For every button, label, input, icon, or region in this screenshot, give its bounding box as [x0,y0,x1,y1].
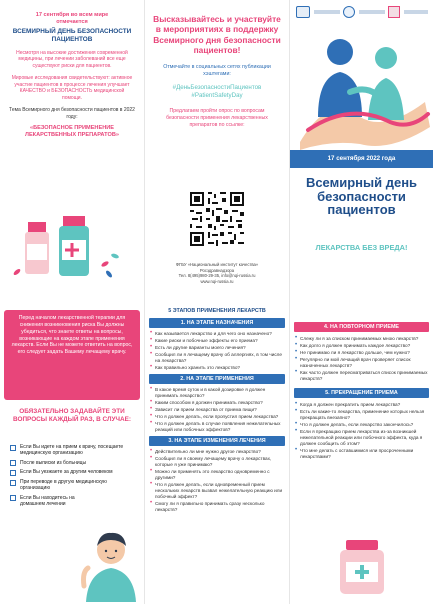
participate-headline: Высказывайтесь и участвуйте в мероприятиях в поддержку Всемирного дня безопасности пациентов! [153,14,281,55]
checkbox-icon[interactable] [10,470,16,476]
stage-5-item: • Когда я должен прекратить прием лекарства? [294,402,429,408]
stage-4-list [294,336,429,382]
roszdravnadzor-logo-text [404,10,428,14]
checklist-item-text: При переводе в другую медицинскую организацию [20,479,107,492]
roszdravnadzor-logo [388,6,400,18]
brochure-inner-side [0,302,433,604]
logos-row [296,5,428,19]
cover-slogan: ЛЕКАРСТВА БЕЗ ВРЕДА! [315,243,408,252]
column-cover [290,0,433,302]
stage-1-item: • Как называется лекарство и для чего оно назначено? [149,331,285,337]
who-logo-text [359,10,385,14]
survey-text: Предлагаем пройти опрос по вопросам безопасности применения лекарственных препаратов по ссылке: [166,108,268,128]
stage-5-item: • Есть ли какие-то лекарства, применение которых нельзя прекращать внезапно? [294,409,429,421]
stage-5-header: 5. ПРЕКРАЩЕНИЕ ПРИЕМА [294,388,429,398]
stage-2-item: • Зависит ли прием лекарства от приема пищи? [149,407,285,413]
theme-title: «БЕЗОПАСНОЕ ПРИМЕНЕНИЕ ЛЕКАРСТВЕННЫХ ПРЕПАРАТОВ» [25,125,119,139]
stage-1-list [149,331,285,371]
checklist-item[interactable] [10,460,138,467]
stage-3-item: • Смогу ли я правильно принимать сразу несколько лекарств? [149,501,285,513]
column-checklist [0,302,144,604]
stage-3-list [149,449,285,513]
stage-4-item: • Как долго я должен принимать каждое лекарство? [294,343,429,349]
stage-3-item: • Что я должен делать, если одновременный прием нескольких лекарств вызвал нежелательную реакцию или побочный эффект? [149,482,285,500]
hashtag-1: #ДеньБезопасностиПациентов [172,83,262,91]
stage-1-header: 1. НА ЭТАПЕ НАЗНАЧЕНИЯ [149,318,285,328]
organization-name-2: Росздравнадзора [199,267,235,273]
stage-3-item: • Действительно ли мне нужно другое лекарство? [149,449,285,455]
contact-website[interactable]: www.nqi-russia.ru [200,279,234,285]
intro-box [4,310,140,400]
medicine-jar-illustration [334,538,390,596]
stage-1-item: • Есть ли другие варианты моего лечения? [149,345,285,351]
contact-phone-email: Тел. 8(495)980-29-35, info@nqi-russia.ru [178,273,256,279]
organization-name: ФГБУ «Национальный институт качества» [175,262,259,267]
stages-title: 5 ЭТАПОВ ПРИМЕНЕНИЯ ЛЕКАРСТВ [168,308,266,314]
stage-2-item: • Каким способом я должен принимать лекарство? [149,400,285,406]
checkbox-icon[interactable] [10,495,16,501]
stage-2-item: • В какое время суток и в какой дозировке я должен принимать лекарство? [149,387,285,399]
column-stages-1-3 [145,302,289,604]
stage-3-item: • Можно ли применять это лекарство одновременно с другими? [149,469,285,481]
stage-5-list [294,402,429,460]
cover-title: Всемирный день безопасности пациентов [305,175,418,218]
checklist-item-text: После выписки из больницы [20,459,87,466]
stage-4-item: • Не принимаю ли я лекарство дольше, чем нужно? [294,350,429,356]
stage-2-header: 2. НА ЭТАПЕ ПРИМЕНЕНИЯ [149,374,285,384]
checklist-item[interactable] [10,495,138,508]
checkbox-icon[interactable] [10,480,16,486]
stage-4-item: • Регулярно ли мой лечащий врач проверяет список назначенных лекарств? [294,357,429,369]
stage-1-item: • Какие риски и побочные эффекты его приема? [149,338,285,344]
stage-4-header: 4. НА ПОВТОРНОМ ПРИЕМЕ [294,322,429,332]
checklist [10,444,138,510]
stage-5-item: • Что мне делать с оставшимися или просроченными лекарствами? [294,448,429,460]
intro-title: ВСЕМИРНЫЙ ДЕНЬ БЕЗОПАСНОСТИ ПАЦИЕНТОВ [12,27,132,43]
stage-2-list [149,387,285,433]
institute-logo-text [314,10,340,14]
column-intro [0,0,144,302]
medicine-bottles-illustration [9,212,135,290]
checklist-item-text: Если Вы находитесь на домашнем лечении [20,494,75,507]
column-stages-4-5 [290,302,433,604]
hashtag-2: #PatientSafetyDay [191,92,243,100]
patient-safety-illustration [290,22,433,152]
qr-code[interactable] [188,190,246,248]
checklist-item-text: Если Вы уезжаете за другим человеком [20,469,113,476]
stage-1-item: • Сообщил ли я лечащему врачу об аллергиях, в том числе на лекарства? [149,352,285,364]
organization-contacts [151,262,283,285]
intro-box-text: Перед началом лекарственной терапии для снижения возникновения риска Вы должны убедиться, что знаете ответы на вопросы, возникающие на каждом этапе применения лекарств. Если Вы не можете ответить на вопрос, его следует задать Вашему лечащему врачу. [11,315,133,356]
checkbox-icon[interactable] [10,445,16,451]
who-logo [343,6,355,18]
checklist-item[interactable] [10,444,138,457]
stage-5-item: • Если я прекращаю прием лекарства из-за возникшей нежелательной реакции или побочного эффекта, куда я должен сообщить об этом? [294,429,429,447]
intro-paragraph-1: Несмотря на высокие достижения современной медицины, при лечении заболеваний все еще существуют риски для пациентов. [16,49,128,69]
stage-4-item: • Как часто должен пересматриваться список принимаемых лекарств? [294,370,429,382]
must-ask-heading: ОБЯЗАТЕЛЬНО ЗАДАВАЙТЕ ЭТИ ВОПРОСЫ КАЖДЫЙ РАЗ, В СЛУЧАЕ: [13,408,131,423]
stage-1-item: • Как правильно хранить это лекарство? [149,365,285,371]
cover-date: 17 сентября 2022 года [327,155,396,162]
institute-logo [296,6,310,18]
stage-2-item: • Что я должен делать, если пропустил прием лекарства? [149,414,285,420]
theme-intro: Тема Всемирного дня безопасности пациентов в 2022 году: [9,107,135,120]
intro-paragraph-2: Мировые исследования свидетельствуют: активное участие пациентов в процессе лечения улучшает КАЧЕСТВО и БЕЗОПАСНОСТЬ медицинской помощи. [11,75,133,101]
hashtags-intro: Отмечайте в социальных сетях публикации хэштегами: [163,64,271,77]
stage-3-header: 3. НА ЭТАПЕ ИЗМЕНЕНИЯ ЛЕЧЕНИЯ [149,436,285,446]
stage-5-item: • Что я должен делать, если лекарство закончилось? [294,422,429,428]
date-line-1: 17 сентября во всем мире [35,12,109,18]
checkbox-icon[interactable] [10,460,16,466]
column-participate [145,0,289,302]
checklist-item-text: Если Вы идете на прием к врачу, посещаете медицинскую организацию [20,444,124,457]
date-line-2: отмечается [56,19,88,26]
date-bar [290,150,433,168]
stage-4-item: • Слежу ли я за списком принимаемых мною лекарств? [294,336,429,342]
stage-3-item: • Сообщил ли я своему лечащему врачу о лекарствах, которые я уже принимаю? [149,456,285,468]
checklist-item[interactable] [10,469,138,476]
checklist-item[interactable] [10,479,138,492]
doctor-patient-illustration [80,522,142,602]
stage-2-item: • Что я должен делать в случае появления нежелательных реакций или побочных эффектов? [149,421,285,433]
